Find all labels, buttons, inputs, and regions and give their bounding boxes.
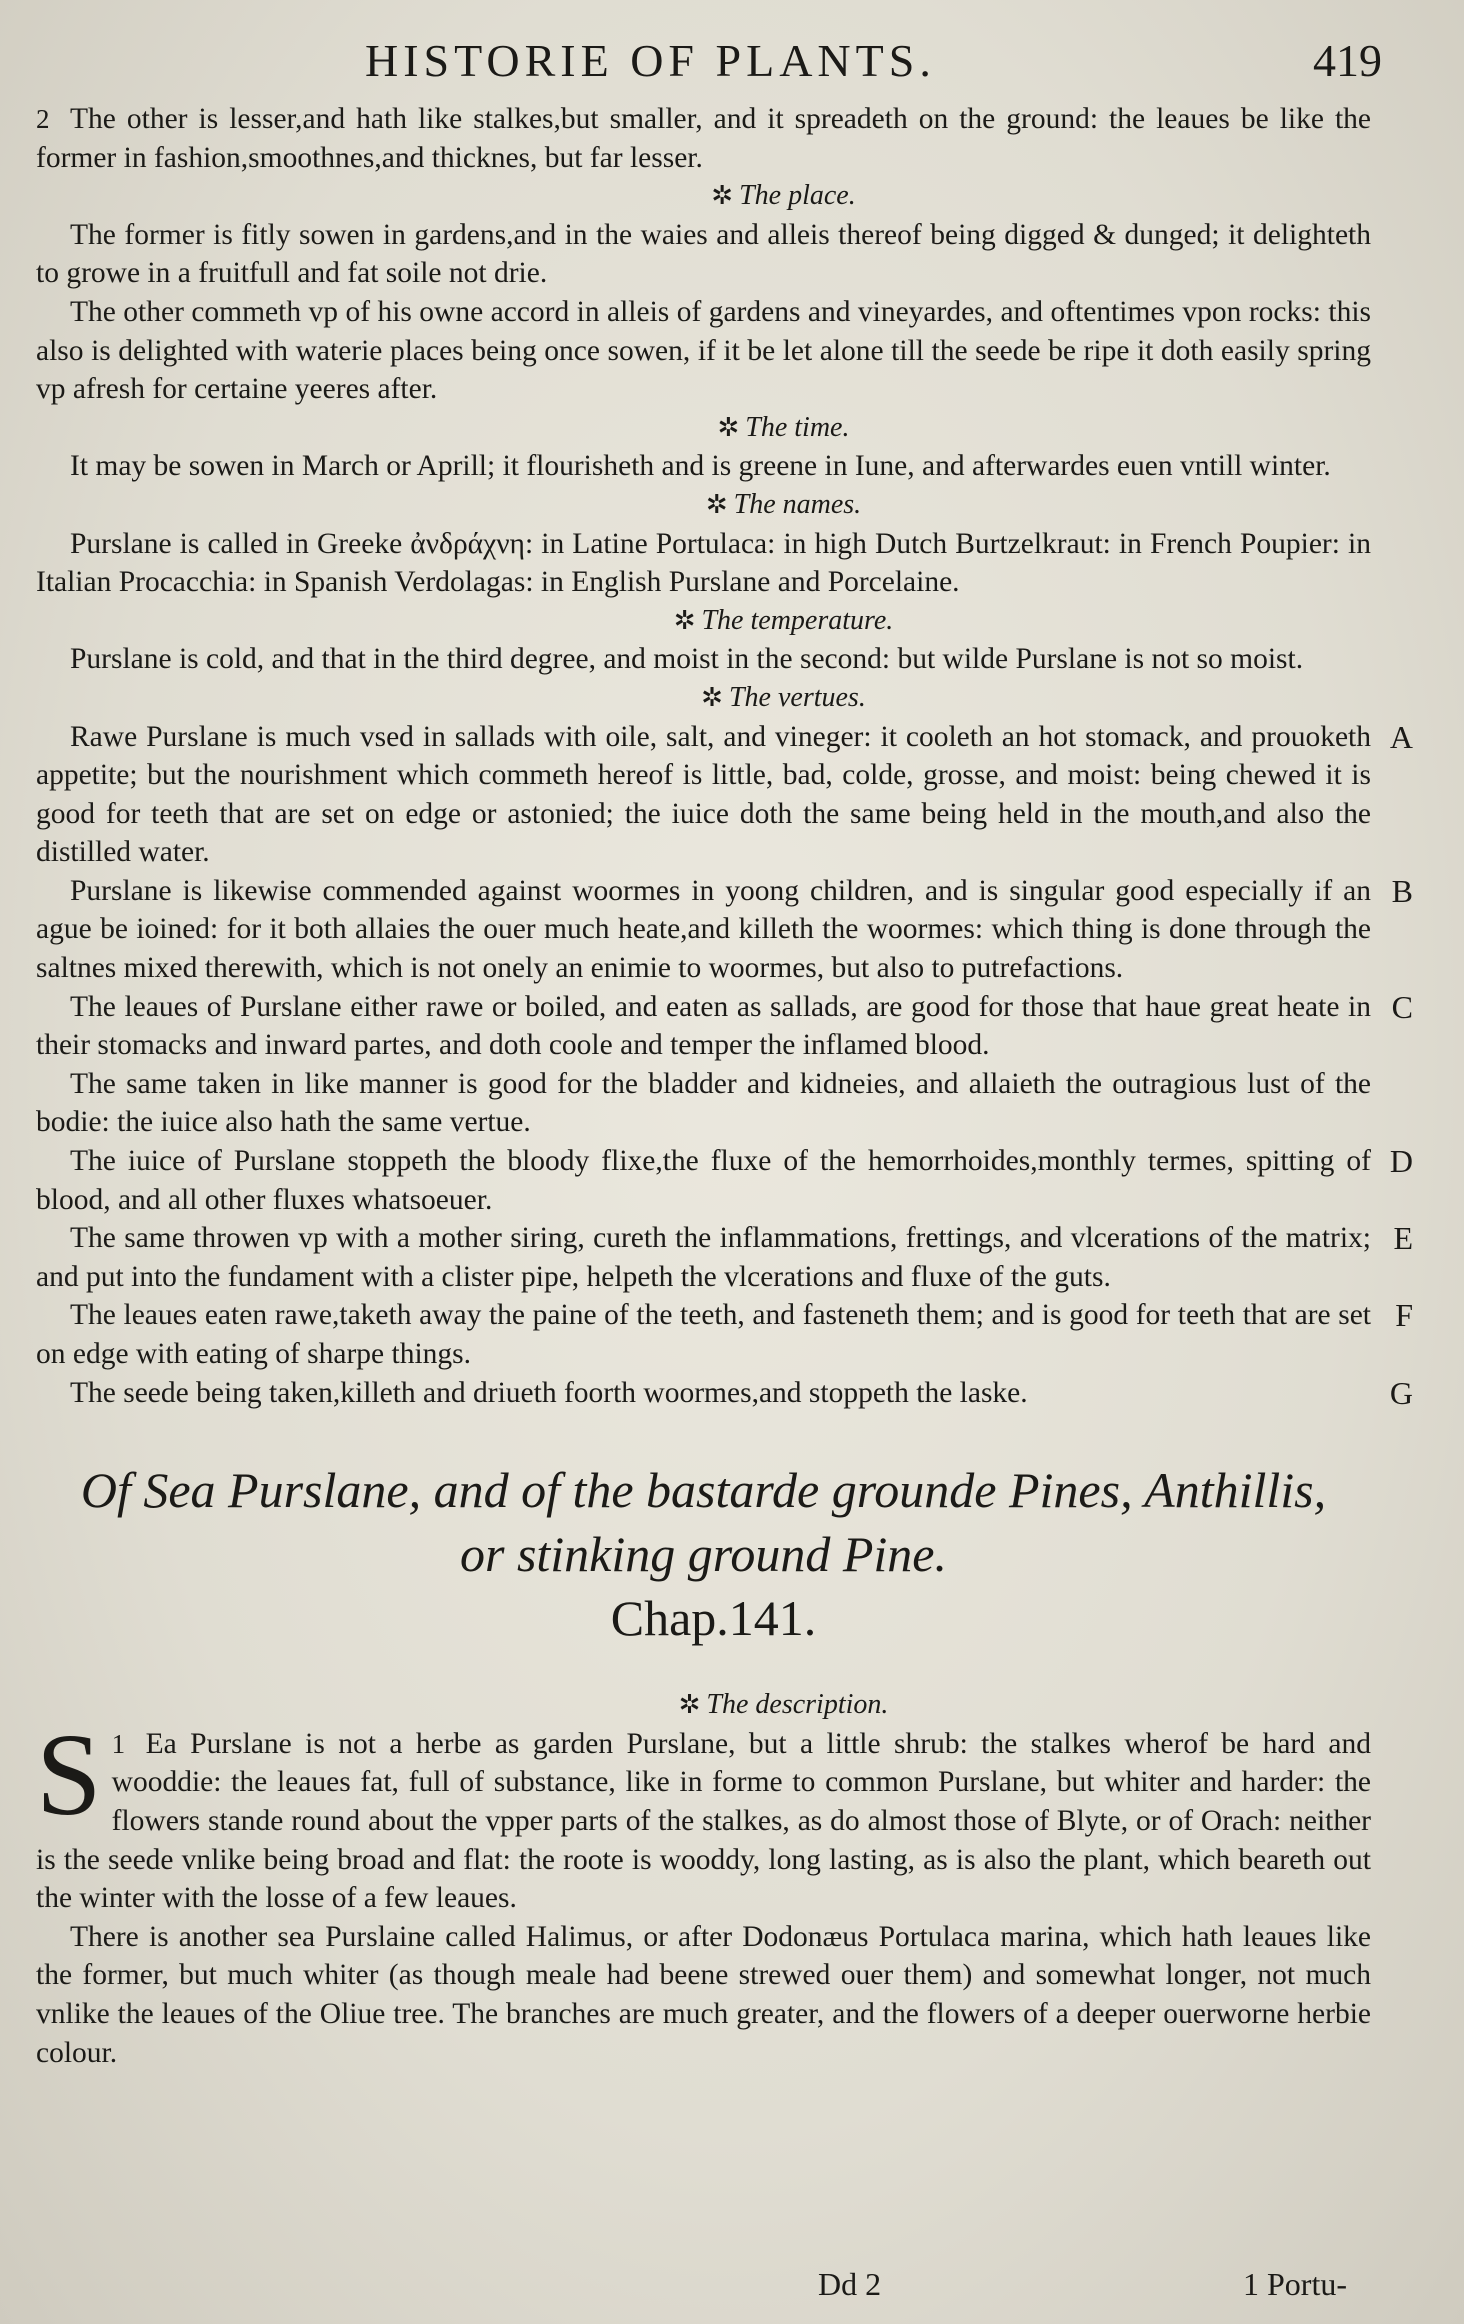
margin-marker: B: [1391, 872, 1413, 909]
signature-mark: Dd 2: [818, 2266, 882, 2302]
section-heading: ✲ The place.: [711, 180, 856, 212]
margin-marker: A: [1389, 718, 1413, 755]
section-heading: ✲ The vertues.: [701, 681, 866, 713]
paragraph: [36, 1296, 1413, 1373]
page-number: 419: [1313, 35, 1382, 86]
asterism-icon: ✲: [711, 181, 734, 211]
paragraph: [36, 988, 1413, 1065]
margin-marker: D: [1389, 1143, 1413, 1180]
paragraph-text: It may be sowen in March or Aprill; it flourisheth and is greene in Iune, and afterwardes euen vntill winter.: [70, 450, 1331, 483]
asterism-icon: ✲: [678, 1690, 701, 1720]
paragraph: [36, 872, 1413, 988]
asterism-icon: ✲: [705, 489, 728, 519]
paragraph: [36, 1219, 1413, 1296]
paragraph-text: The iuice of Purslane stoppeth the bloody flixe,the fluxe of the hemorrhoides,monthly termes, spitting of blood, and all other fluxes whatsoeuer.: [36, 1145, 1371, 1216]
paragraph-text: The seede being taken,killeth and driueth foorth woormes,and stoppeth the laske.: [70, 1376, 1028, 1409]
paragraph: [36, 293, 1371, 409]
chapter-title: [36, 1458, 1371, 1650]
drop-cap: S: [36, 1708, 102, 1840]
paragraph: [36, 447, 1371, 486]
paragraph: There is another sea Purslaine called Halimus, or after Dodonæus Portulaca marina, which hath leaues like the former, but much whiter (as though meale had beene strewed ouer them) and somewhat longer, not much vnlike the leaues of the Oliue tree. The branches are much greater, and the flowers of a deeper ouerworne herbie colour.: [36, 1920, 1371, 2069]
paragraph-text: Purslane is cold, and that in the third degree, and moist in the second: but wilde Purslane is not so moist.: [70, 643, 1304, 676]
section-heading: ✲ The time.: [717, 411, 850, 443]
paragraph-number: 1: [111, 1728, 126, 1759]
section-heading: ✲ The names.: [705, 488, 862, 520]
description-text: Ea Purslane is not a herbe as garden Purslane, but a little shrub: the stalkes wherof be hard and wooddie: the leaues fat, full of substance, like in forme to common Purslane, but whiter and harder: the flowers stande round about the vpper parts of the stalkes, as do almost those of Blyte, or of Orach: neither is the seede vnlike being broad and flat: the roote is wooddy, long lasting, as is also the plant, which beareth out the winter with the losse of a few leaues.: [36, 1727, 1371, 1915]
paragraph-text: Rawe Purslane is much vsed in sallads with oile, salt, and vineger: it cooleth an hot stomack, and prouoketh appetite; but the nourishment which commeth hereof is little, bad, colde, grosse, and moist: being chewed it is good for teeth that are set on edge or astonied; the iuice doth the same being held in the mouth,and also the distilled water.: [36, 720, 1371, 869]
margin-marker: F: [1395, 1297, 1413, 1334]
page-header: [0, 34, 1464, 94]
paragraph-text: Purslane is likewise commended against woormes in yoong children, and is singular good especially if an ague be ioined: for it both allaies the ouer much heate,and killeth the woormes: which thing is done through the saltnes mixed therewith, which is not onely an enimie to woormes, but also to putrefactions.: [36, 874, 1371, 985]
chapter-number: Chap.141.: [610, 1590, 817, 1647]
paragraph: [36, 1374, 1413, 1413]
paragraph: [36, 525, 1371, 602]
chapter-title-line-2: or stinking ground Pine.: [459, 1526, 947, 1583]
paragraph: [36, 640, 1371, 679]
margin-marker: G: [1389, 1374, 1413, 1411]
paragraph-text: Purslane is called in Greeke ἀνδράχνη: in Latine Portulaca: in high Dutch Burtzelkraut: in French Poupier: in Italian Procacchia: in Spanish Verdolagas: in English Purslane and Porcelaine.: [36, 527, 1371, 599]
paragraph: [36, 1142, 1413, 1219]
chapter-title-line-1: Of Sea Purslane, and of the bastarde grounde Pines, Anthillis,: [80, 1462, 1327, 1519]
paragraph-text: The same taken in like manner is good for the bladder and kidneies, and allaieth the outragious lust of the bodie: the iuice also hath the same vertue.: [36, 1067, 1371, 1139]
paragraph-number: 2: [36, 104, 50, 134]
page-body: [36, 100, 1413, 2072]
margin-marker: E: [1393, 1220, 1413, 1257]
section-heading-description: ✲ The description.: [678, 1689, 889, 1721]
paragraph: [36, 718, 1413, 872]
section-heading: ✲ The temperature.: [673, 604, 894, 636]
text-sections: [36, 100, 1413, 1412]
asterism-icon: ✲: [701, 682, 723, 712]
asterism-icon: ✲: [717, 412, 740, 442]
paragraph-text: The same throwen vp with a mother siring, cureth the inflammations, frettings, and vlcerations of the matrix; and put into the fundament with a clister pipe, helpeth the vlcerations and fluxe of the guts.: [36, 1222, 1371, 1293]
margin-marker: C: [1391, 988, 1413, 1025]
paragraph-text: The former is fitly sowen in gardens,and in the waies and alleis thereof being digged & dunged; it delighteth to growe in a fruitfull and fat soile not drie.: [36, 218, 1371, 290]
paragraph-text: The leaues of Purslane either rawe or boiled, and eaten as sallads, are good for those that haue great heate in their stomacks and inward partes, and doth coole and temper the inflamed blood.: [36, 990, 1371, 1062]
page-footer: [0, 2266, 1464, 2310]
paragraph-text: The leaues eaten rawe,taketh away the paine of the teeth, and fasteneth them; and is good for teeth that are set on edge with eating of sharpe things.: [36, 1299, 1371, 1370]
paragraph: [36, 1065, 1371, 1142]
description-paragraph: [36, 1708, 1371, 1918]
catchword: 1 Portu-: [1243, 2266, 1347, 2302]
paragraph: [36, 100, 1371, 177]
paragraph-text: The other commeth vp of his owne accord in alleis of gardens and vineyardes, and oftentimes vpon rocks: this also is delighted with waterie places being once sowen, if it be let alone till the seede be ripe it doth easily spring vp afresh for certaine yeeres after.: [36, 295, 1371, 406]
asterism-icon: ✲: [673, 605, 696, 635]
running-title: HISTORIE OF PLANTS.: [365, 35, 936, 86]
paragraph-text: The other is lesser,and hath like stalkes,but smaller, and it spreadeth on the ground: the leaues be like the former in fashion,smoothnes,and thicknes, but far lesser.: [36, 103, 1371, 174]
paragraph: [36, 216, 1371, 293]
